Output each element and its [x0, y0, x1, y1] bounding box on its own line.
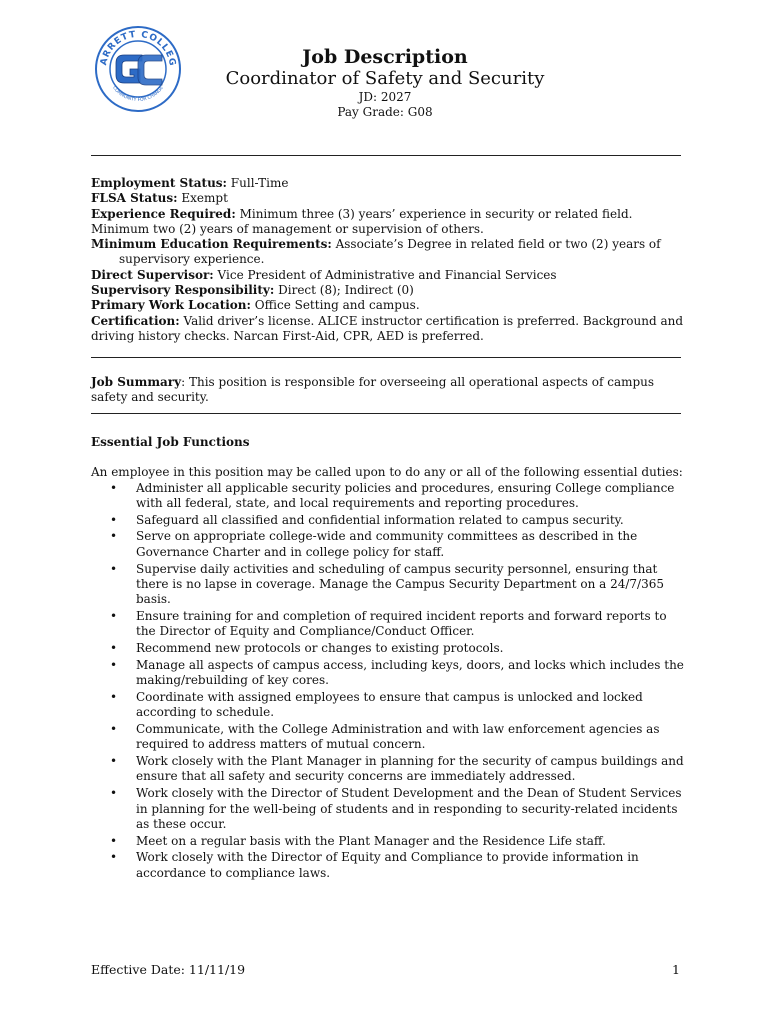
detail-supervisory-responsibility: Supervisory Responsibility: Direct (8); Indirect (0)	[91, 283, 414, 298]
list-item: • Work closely with the Director of Student Development and the Dean of Student Services in planning for the well-being of students and in responding to security-related incidents as these occur.	[110, 786, 682, 831]
detail-certification: Certification: Valid driver’s license. ALICE instructor certification is preferred. Background and driving history checks. Narcan First-Aid, CPR, AED is preferred.	[91, 313, 684, 343]
logo-ring-bottom-text: COMMUNITY FOR CHANGE	[111, 85, 165, 104]
detail-education-requirements: Minimum Education Requirements: Associate’s Degree in related field or two (2) years of	[91, 237, 661, 252]
document-header	[0, 46, 770, 120]
detail-primary-work-location: Primary Work Location: Office Setting and campus.	[91, 298, 420, 313]
job-summary	[91, 375, 685, 406]
list-item: • Serve on appropriate college-wide and community committees as described in the Governance Charter and in college policy for staff.	[110, 529, 638, 559]
list-item: • Meet on a regular basis with the Plant Manager and the Residence Life staff.	[110, 833, 606, 848]
list-item: • Work closely with the Director of Equity and Compliance to provide information in accordance to compliance laws.	[110, 850, 639, 880]
duties-list	[91, 481, 685, 881]
document-title: Job Description	[302, 46, 468, 68]
job-description-id: JD: 2027	[358, 90, 412, 104]
divider-lower	[91, 413, 681, 414]
logo-ring-top-text: ARRETT COLLEG	[99, 29, 178, 68]
detail-employment-status: Employment Status: Full-Time	[91, 176, 289, 190]
divider-top	[91, 155, 681, 156]
pay-grade: Pay Grade: G08	[337, 105, 433, 119]
essential-functions	[91, 435, 685, 883]
detail-experience-required: Experience Required: Minimum three (3) years’ experience in security or related field. Minimum two (2) years of management or supervision of others.	[91, 206, 633, 236]
list-item: • Manage all aspects of campus access, including keys, doors, and locks which includes the making/rebuilding of key cores.	[110, 657, 684, 688]
job-summary-text: : This position is responsible for overseeing all operational aspects of campus safety and security.	[91, 375, 655, 405]
job-title: Coordinator of Safety and Security	[225, 68, 545, 89]
page-number: 1	[672, 962, 680, 977]
list-item: • Coordinate with assigned employees to ensure that campus is unlocked and locked according to schedule.	[110, 689, 643, 720]
list-item: • Safeguard all classified and confidential information related to campus security.	[110, 512, 624, 527]
divider-middle	[91, 357, 681, 358]
essential-functions-intro: An employee in this position may be called upon to do any or all of the following essential duties:	[91, 465, 683, 480]
job-summary-label: Job Summary	[91, 375, 182, 389]
list-item: • Work closely with the Plant Manager in planning for the security of campus buildings and ensure that all safety and security concerns are immediately addressed.	[110, 754, 684, 784]
detail-flsa-status: FLSA Status: Exempt	[91, 191, 228, 206]
list-item: • Administer all applicable security policies and procedures, ensuring College compliance with all federal, state, and local requirements and reporting procedures.	[110, 480, 675, 510]
list-item: • Recommend new protocols or changes to existing protocols.	[110, 641, 504, 656]
essential-functions-heading: Essential Job Functions	[91, 435, 250, 449]
detail-direct-supervisor: Direct Supervisor: Vice President of Administrative and Financial Services	[91, 267, 557, 282]
list-item: • Ensure training for and completion of required incident reports and forward reports to the Director of Equity and Compliance/Conduct Officer.	[110, 608, 667, 639]
effective-date: Effective Date: 11/11/19	[91, 962, 246, 977]
job-details	[91, 176, 685, 344]
list-item: • Supervise daily activities and scheduling of campus security personnel, ensuring that there is no lapse in coverage. Manage the Campus Security Department on a 24/7/365 basis.	[110, 561, 664, 607]
list-item: • Communicate, with the College Administration and with law enforcement agencies as required to address matters of mutual concern.	[110, 722, 660, 752]
detail-education-continuation: supervisory experience.	[119, 252, 265, 267]
